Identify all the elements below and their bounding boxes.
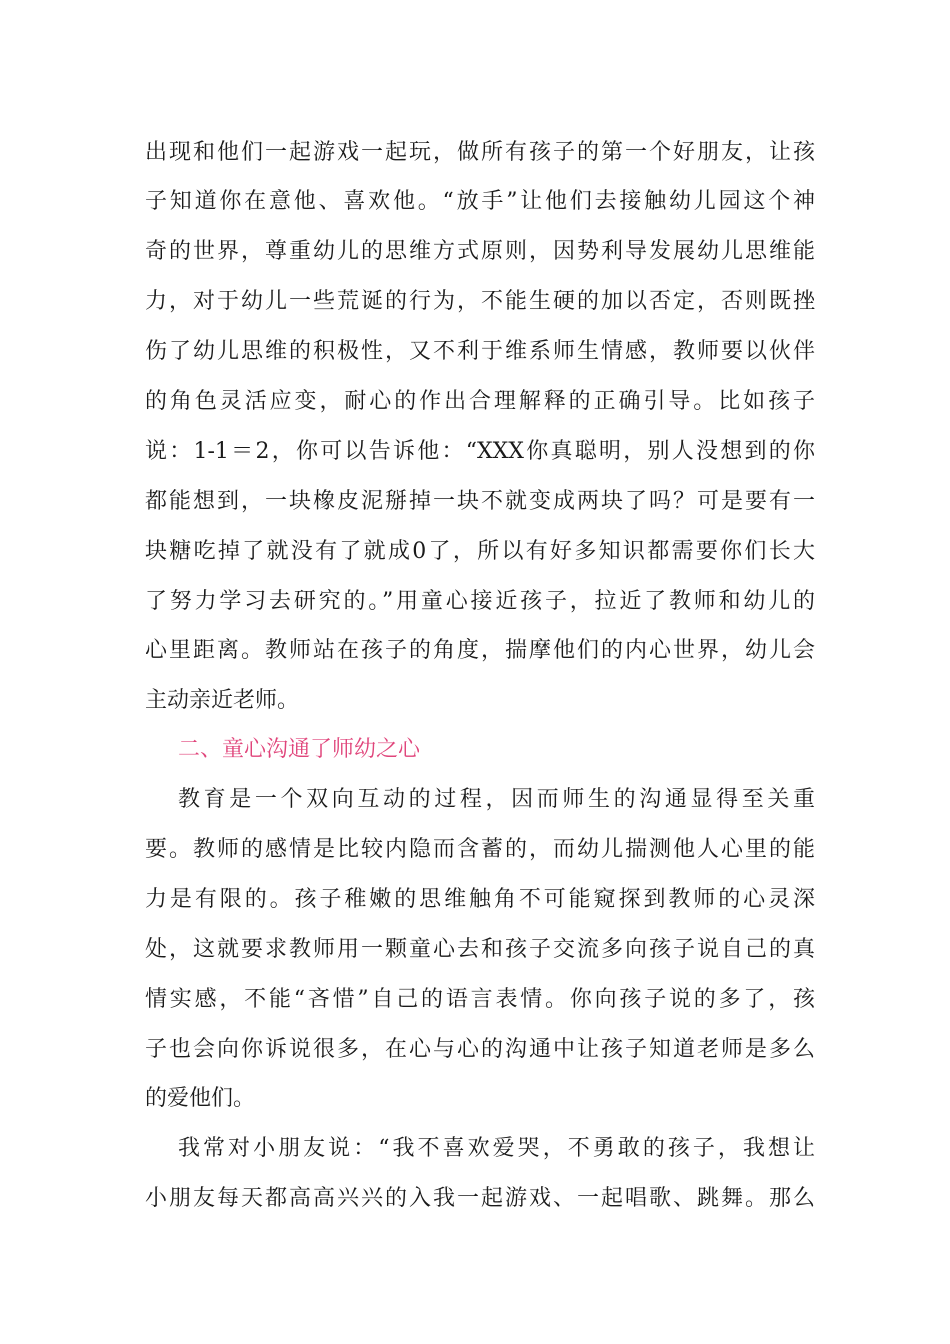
- paragraph-line: 要。教师的感情是比较内隐而含蓄的，而幼儿揣测他人心里的能: [145, 837, 815, 862]
- paragraph-line: 子也会向你诉说很多，在心与心的沟通中让孩子知道老师是多么: [145, 1037, 815, 1062]
- paragraph-line: 都能想到，一块橡皮泥掰掉一块不就变成两块了吗？可是要有一: [145, 489, 815, 514]
- paragraph-line: 子知道你在意他、喜欢他。“放手”让他们去接触幼儿园这个神: [145, 189, 815, 214]
- paragraph-line: 主动亲近老师。: [145, 688, 300, 713]
- paragraph-line: 的角色灵活应变，耐心的作出合理解释的正确引导。比如孩子: [145, 389, 815, 414]
- paragraph-line: 了努力学习去研究的。”用童心接近孩子，拉近了教师和幼儿的: [145, 589, 815, 614]
- paragraph-line: 力是有限的。孩子稚嫩的思维触角不可能窥探到教师的心灵深: [145, 887, 815, 912]
- paragraph-line: 说：1-1＝2，你可以告诉他：“XXX你真聪明，别人没想到的你: [145, 439, 815, 464]
- paragraph-line: 小朋友每天都高高兴兴的入我一起游戏、一起唱歌、跳舞。那么: [145, 1186, 815, 1211]
- paragraph-line: 出现和他们一起游戏一起玩，做所有孩子的第一个好朋友，让孩: [145, 140, 815, 165]
- paragraph-line: 奇的世界，尊重幼儿的思维方式原则，因势利导发展幼儿思维能: [145, 239, 815, 264]
- paragraph-line: 处，这就要求教师用一颗童心去和孩子交流多向孩子说自己的真: [145, 937, 815, 962]
- paragraph-line: 我常对小朋友说：“我不喜欢爱哭，不勇敢的孩子，我想让: [178, 1136, 815, 1161]
- paragraph-line: 的爱他们。: [145, 1086, 256, 1111]
- paragraph-line: 块糖吃掉了就没有了就成0了，所以有好多知识都需要你们长大: [145, 539, 815, 564]
- paragraph-line: 教育是一个双向互动的过程，因而师生的沟通显得至关重: [178, 787, 815, 812]
- paragraph-line: 力，对于幼儿一些荒诞的行为，不能生硬的加以否定，否则既挫: [145, 289, 815, 314]
- paragraph-line: 情实感，不能“吝惜”自己的语言表情。你向孩子说的多了，孩: [145, 987, 815, 1012]
- paragraph-line: 心里距离。教师站在孩子的角度，揣摩他们的内心世界，幼儿会: [145, 638, 815, 663]
- paragraph-line: 伤了幼儿思维的积极性，又不利于维系师生情感，教师要以伙伴: [145, 339, 815, 364]
- section-heading: 二、童心沟通了师幼之心: [178, 737, 421, 762]
